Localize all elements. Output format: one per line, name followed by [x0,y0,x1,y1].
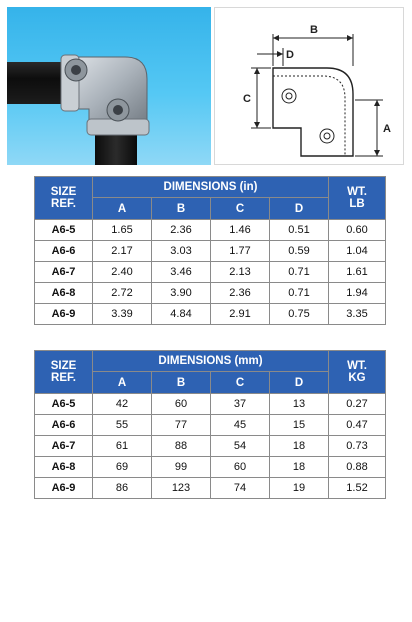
dimensions-header: DIMENSIONS (in) [93,177,329,198]
column-header-b: B [152,198,211,220]
dimensions-table-mm [34,350,386,499]
label-a: A [383,123,391,135]
column-header-c: C [211,372,270,394]
column-header-d: D [270,198,329,220]
column-header-d: D [270,372,329,394]
column-header-a: A [93,372,152,394]
elbow-dimension-diagram [215,8,403,164]
screw-hole-top [282,89,296,103]
fitting-outline [273,68,353,156]
label-b: B [310,24,318,36]
screw-hole-bottom [320,129,334,143]
table-row: A6-8 69 99 60 18 0.88 [35,457,386,478]
label-d: D [286,49,294,61]
column-header-c: C [211,198,270,220]
table-row: A6-7 61 88 54 18 0.73 [35,436,386,457]
size-ref-header: SIZE REF. [35,351,93,394]
label-c: C [243,93,251,105]
product-photo [7,7,211,165]
table-row: A6-7 2.40 3.46 2.13 0.71 1.61 [35,262,386,283]
dimensions-header: DIMENSIONS (mm) [93,351,329,372]
table-row: A6-9 86 123 74 19 1.52 [35,478,386,499]
column-header-b: B [152,372,211,394]
dimension-drawing [214,7,404,165]
elbow-fitting-photo [7,7,211,165]
weight-header: WT. KG [329,351,386,394]
table-row: A6-9 3.39 4.84 2.91 0.75 3.35 [35,304,386,325]
table-row: A6-6 55 77 45 15 0.47 [35,415,386,436]
weight-header: WT. LB [329,177,386,220]
dimensions-table-inches [34,176,386,325]
size-ref-header: SIZE REF. [35,177,93,220]
horizontal-pipe [7,62,67,104]
table-row: A6-5 42 60 37 13 0.27 [35,394,386,415]
table-row: A6-5 1.65 2.36 1.46 0.51 0.60 [35,220,386,241]
table-row: A6-8 2.72 3.90 2.36 0.71 1.94 [35,283,386,304]
table-row: A6-6 2.17 3.03 1.77 0.59 1.04 [35,241,386,262]
column-header-a: A [93,198,152,220]
